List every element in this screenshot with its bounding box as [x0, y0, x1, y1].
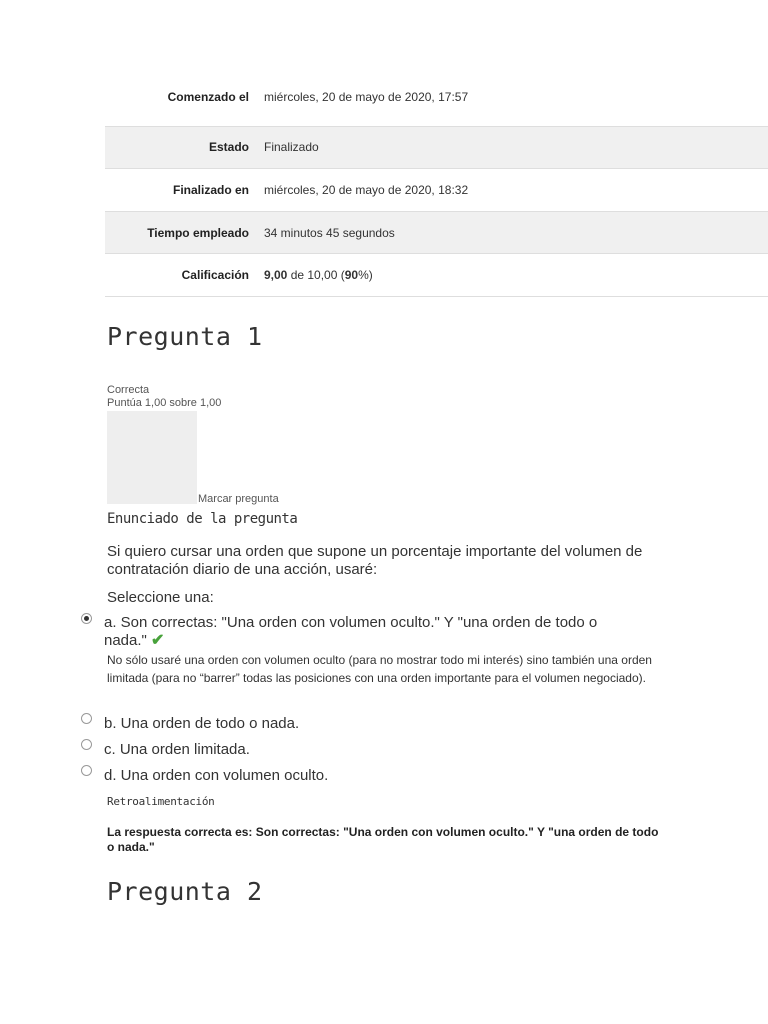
answer-b-label[interactable]: b. Una orden de todo o nada. — [104, 715, 300, 732]
summary-value: miércoles, 20 de mayo de 2020, 18:32 — [264, 182, 469, 197]
summary-row-started — [105, 84, 768, 127]
question-2-title: Pregunta 2 — [107, 877, 263, 906]
answer-a-label: a. Son correctas: "Una orden con volumen oculto." Y "una orden de todo o nada." — [104, 614, 598, 649]
summary-row-grade — [105, 254, 768, 297]
grade-suffix: %) — [358, 268, 373, 283]
summary-label: Calificación — [181, 268, 249, 283]
summary-label: Comenzado el — [167, 89, 249, 104]
specific-feedback: No sólo usaré una orden con volumen oculto (para no mostrar todo mi interés) sino también una orden limitada (para no “barrer” todas las posiciones con una orden importante para el volumen negociado). — [107, 653, 652, 685]
flag-question-link[interactable]: Marcar pregunta — [198, 493, 279, 505]
grade-of: de 10,00 ( — [287, 268, 345, 283]
question-text-heading: Enunciado de la pregunta — [107, 511, 298, 527]
right-answer: La respuesta correcta es: Son correctas: "Una orden con volumen oculto." Y "una orden de todo o nada." — [107, 825, 659, 854]
summary-row-state — [105, 127, 768, 170]
summary-value: miércoles, 20 de mayo de 2020, 17:57 — [264, 89, 469, 104]
summary-row-time-taken — [105, 212, 768, 255]
correct-check-icon: ✔ — [151, 632, 165, 649]
summary-value: Finalizado — [264, 140, 319, 155]
question-text: Si quiero cursar una orden que supone un porcentaje importante del volumen de contratación diario de una acción, usaré: — [107, 543, 643, 578]
question-state: Correcta — [107, 384, 150, 396]
summary-value: 34 minutos 45 segundos — [264, 225, 395, 240]
question-score: Puntúa 1,00 sobre 1,00 — [107, 397, 222, 409]
summary-label: Finalizado en — [172, 182, 249, 197]
answer-c-radio[interactable] — [81, 739, 92, 750]
flag-image[interactable] — [107, 411, 197, 504]
summary-label: Estado — [208, 140, 249, 155]
answer-d-radio[interactable] — [81, 765, 92, 776]
grade-value — [264, 268, 373, 282]
attempt-summary-table — [105, 84, 768, 297]
grade-score: 9,00 — [264, 268, 288, 283]
feedback-heading: Retroalimentación — [107, 795, 215, 808]
answer-a[interactable] — [104, 614, 624, 650]
grade-percent: 90 — [344, 268, 359, 283]
answer-b-radio[interactable] — [81, 713, 92, 724]
question-1-title: Pregunta 1 — [107, 322, 263, 351]
question-state-info — [107, 384, 221, 410]
answer-prompt: Seleccione una: — [107, 589, 214, 606]
answer-a-radio[interactable] — [81, 613, 92, 624]
answer-d-label[interactable]: d. Una orden con volumen oculto. — [104, 767, 329, 784]
summary-row-finished — [105, 169, 768, 212]
answer-c-label[interactable]: c. Una orden limitada. — [104, 741, 250, 758]
summary-label: Tiempo empleado — [147, 225, 249, 240]
